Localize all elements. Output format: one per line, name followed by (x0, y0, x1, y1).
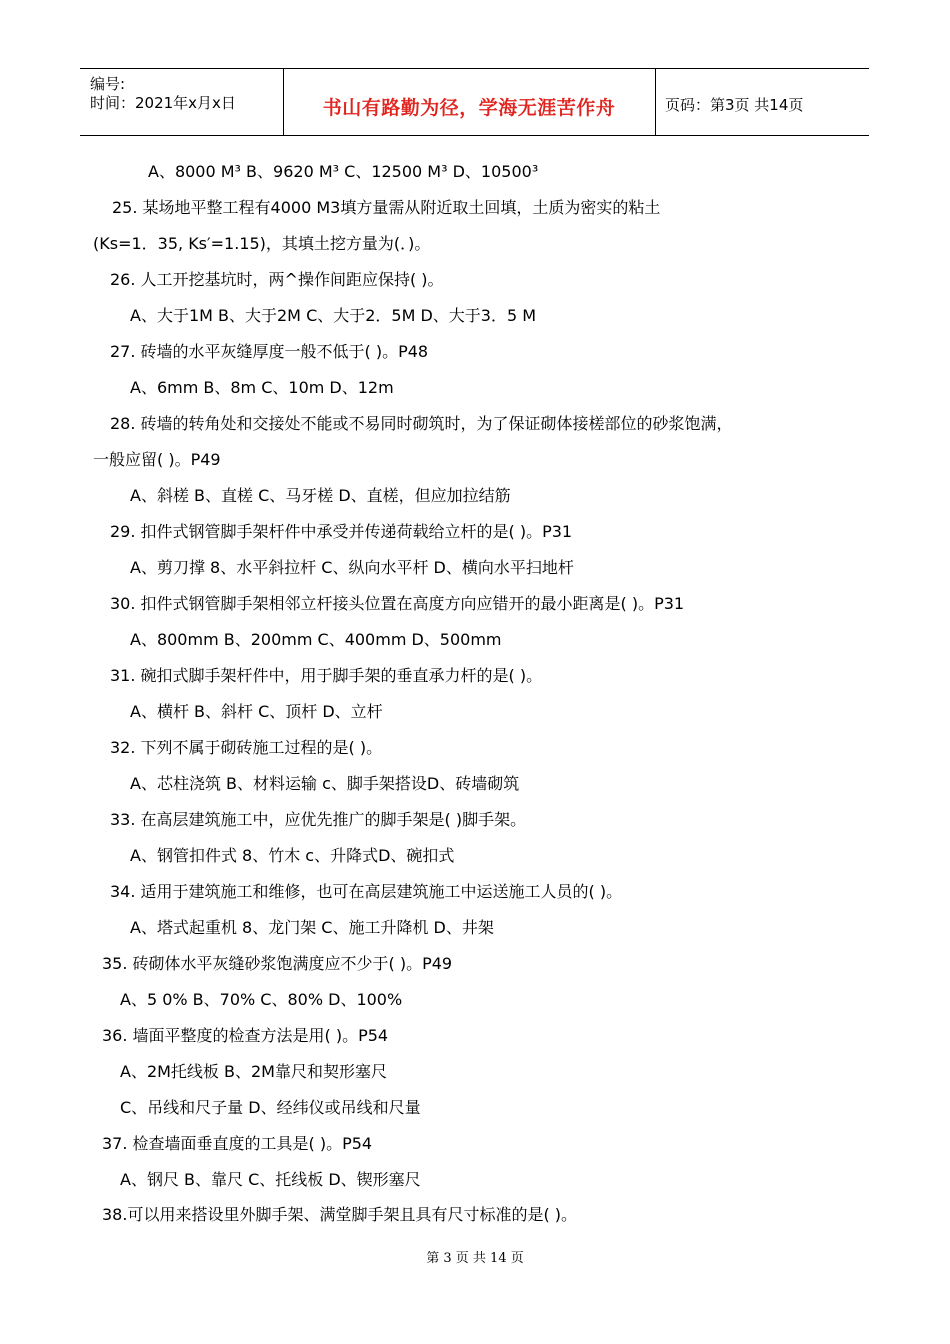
question-text-line: A、5 0% B、70% C、80% D、100% (120, 990, 403, 1009)
question-text-line: 26. 人工开挖基坑时，两^操作间距应保持( )。 (110, 270, 444, 289)
question-text-line: A、横杆 B、斜杆 C、顶杆 D、立杆 (130, 702, 383, 721)
question-text-line: A、钢尺 B、靠尺 C、托线板 D、锲形塞尺 (120, 1170, 421, 1189)
question-text-line: 35. 砖砌体水平灰缝砂浆饱满度应不少于( )。P49 (102, 954, 453, 973)
header-motto: 书山有路勤为径，学海无涯苦作舟 (322, 97, 616, 119)
question-text-line: 30. 扣件式钢管脚手架相邻立杆接头位置在高度方向应错开的最小距离是( )。P31 (110, 594, 685, 613)
page-header (80, 68, 869, 136)
question-text-line: 34. 适用于建筑施工和维修，也可在高层建筑施工中运送施工人员的( )。 (110, 882, 623, 901)
page-footer: 第 3 页 共 14 页 (426, 1251, 524, 1266)
question-text-line: A、斜槎 B、直槎 C、马牙槎 D、直槎，但应加拉结筋 (130, 486, 511, 505)
header-divider (655, 69, 656, 135)
question-text-line: A、塔式起重机 8、龙门架 C、施工升降机 D、井架 (130, 918, 494, 937)
question-text-line: A、2M托线板 B、2M靠尺和契形塞尺 (120, 1062, 387, 1081)
question-text-line: A、剪刀撑 8、水平斜拉杆 C、纵向水平杆 D、横向水平扫地杆 (130, 558, 574, 577)
question-text-line: 32. 下列不属于砌砖施工过程的是( )。 (110, 738, 383, 757)
header-page-info: 页码：第3页 共14页 (665, 96, 804, 114)
question-text-line: 31. 碗扣式脚手架杆件中，用于脚手架的垂直承力杆的是( )。 (110, 666, 543, 685)
question-text-line: 33. 在高层建筑施工中，应优先推广的脚手架是( )脚手架。 (110, 810, 527, 829)
question-text-line: 27. 砖墙的水平灰缝厚度一般不低于( )。P48 (110, 342, 429, 361)
question-text-line: A、钢管扣件式 8、竹木 c、升降式D、碗扣式 (130, 846, 455, 865)
question-text-line: (Ks=1．35, Ks′=1.15)，其填土挖方量为(．)。 (93, 234, 431, 253)
question-text-line: 28. 砖墙的转角处和交接处不能或不易同时砌筑时，为了保证砌体接槎部位的砂浆饱满， (110, 414, 733, 433)
document-date-label: 时间：2021年x月x日 (90, 94, 236, 112)
question-text-line: 37. 检查墙面垂直度的工具是( )。P54 (102, 1134, 373, 1153)
question-text-line: A、8000 M³ B、9620 M³ C、12500 M³ D、10500³ (148, 162, 539, 181)
question-text-line: C、吊线和尺子量 D、经纬仪或吊线和尺量 (120, 1098, 421, 1117)
question-text-line: 一般应留( )。P49 (93, 450, 221, 469)
question-text-line: 36. 墙面平整度的检查方法是用( )。P54 (102, 1026, 389, 1045)
question-text-line: A、6mm B、8m C、10m D、12m (130, 378, 394, 397)
question-text-line: A、大于1M B、大于2M C、大于2．5M D、大于3．5 M (130, 306, 537, 325)
question-text-line: A、芯柱浇筑 B、材料运输 c、脚手架搭设D、砖墙砌筑 (130, 774, 520, 793)
question-text-line: 25. 某场地平整工程有4000 M3填方量需从附近取土回填，土质为密实的粘土 (112, 198, 661, 217)
question-text-line: A、800mm B、200mm C、400mm D、500mm (130, 630, 502, 649)
document-id-label: 编号: (90, 75, 126, 93)
question-text-line: 38.可以用来搭设里外脚手架、满堂脚手架且具有尺寸标准的是( )。 (102, 1205, 578, 1224)
question-text-line: 29. 扣件式钢管脚手架杆件中承受并传递荷载给立杆的是( )。P31 (110, 522, 573, 541)
